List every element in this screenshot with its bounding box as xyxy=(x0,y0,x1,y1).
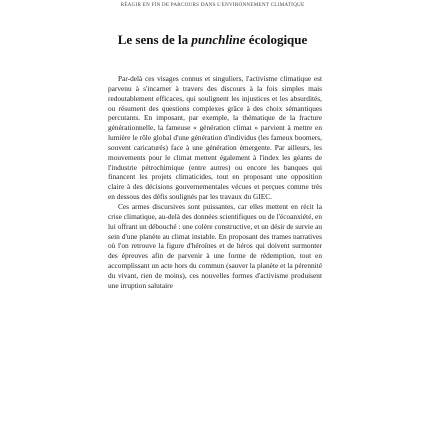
paragraph: Par-delà ces visages connus et singuliers, l'activisme climatique est parvenu à s'incarner à travers des discours à la fois simples mais redoutablement efficaces, qui soulignent les injustices et les absurdités, ou résument des questions complexes grâce à des choix sémantiques percutants. En imposant, par exemple, la thématique de la fracture générationnelle, la fameuse « génération climat » parvient à mettre en lumière le rôle global d'une génération d'individus (les fameux boomers, souvent caricaturés) face à une génération émergente. Par ailleurs, les mouvements pour le climat mettent également à l'index les géants de l'industrie pétrochimique (entre autres) ou encore les banques qui financent les projets climaticides, tout en proposant une opposition claire à des décisions gouvernementales vécues et perçues comme très en dessous des défis soulignés par les travaux du GIEC. xyxy=(108,74,322,202)
title-emphasis: punchline xyxy=(191,32,246,47)
title-suffix: écologique xyxy=(245,32,308,47)
body-text xyxy=(108,74,322,291)
title-prefix: Le sens de la xyxy=(117,32,192,47)
paragraph: Ces armes discursives sont puissantes, car elles mettent en récit la crise climatique, au-delà des données scientifiques ou de l'écoanxiété, en lui offrant un débouché : une colère constructive, et un désir de survie au sein d'une planète au climat instable. En proposant des trames narratives où l'on retrouve la figure d'héroïnes et de héros qui doivent surmonter des épreuves afin de parvenir à une forme de rédemption, tout en accomplissant un acte hors du commun (sauver la planète et la pérennité du vivant, rien de moins), ces nouvelles formes d'activisme produisent une irruption salutaire xyxy=(108,201,322,290)
section-title xyxy=(40,32,385,48)
running-head: RÉAGIR EN FIN DE PARCOURS DANS L'ENVIRONNEMENT CLIMATIQUE xyxy=(120,2,305,8)
